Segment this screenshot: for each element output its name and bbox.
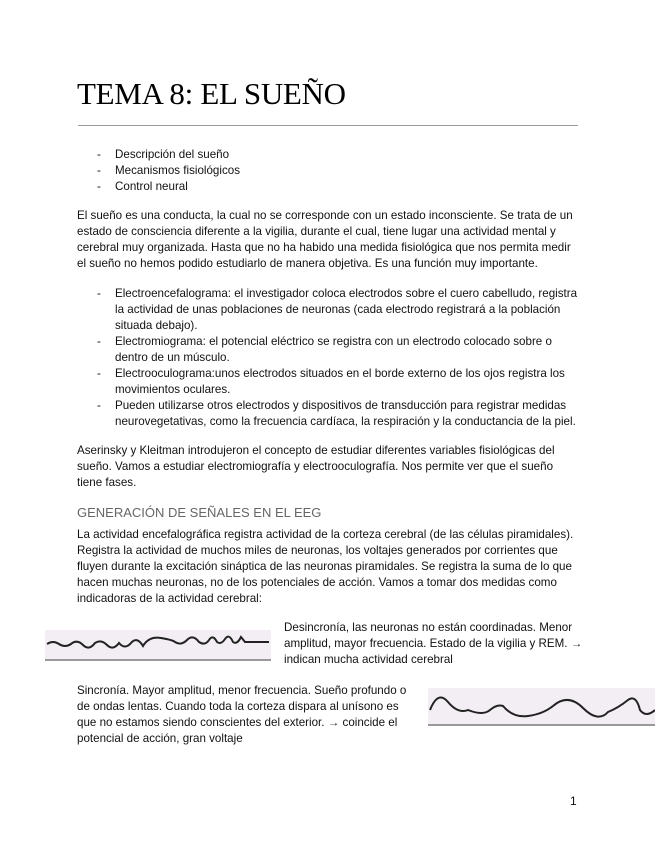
aserinsky-paragraph: Aserinsky y Kleitman introdujeron el concepto de estudiar diferentes variables fisiológicas del sueño. Vamos a estudiar electromiografía y electrooculografía. Nos permite ver que el sueño tiene fases. (77, 444, 555, 489)
synchrony-text: Sincronía. Mayor amplitud, menor frecuencia. Sueño profundo o de ondas lentas. Cuando toda la corteza dispara al unísono es que no estamos siendo conscientes del exterior. → coincide el potencial de acción, gran voltaje (77, 684, 407, 745)
page-number: 1 (570, 794, 577, 808)
list-item: - Electrooculograma:unos electrodos situados en el borde externo de los ojos registra los movimientos oculares. (97, 367, 565, 396)
desynchrony-text: Desincronía, las neuronas no están coordinadas. Menor amplitud, mayor frecuencia. Estado de la vigilia y REM. → indican mucha actividad cerebral (284, 621, 583, 666)
eeg-paragraph: La actividad encefalográfica registra actividad de la corteza cerebral (de las células piramidales). Registra la actividad de muchos miles de neuronas, los voltajes generados por corrientes que fluyen durante la excitación sináptica de las neuronas piramidales. Se registra la suma de lo que hacen muchas neuronas, no de los potenciales de acción. Vamos a tomar dos medidas como indicadoras de la actividad cerebral: (77, 528, 574, 605)
measures-list (97, 286, 579, 430)
section-heading: GENERACIÓN DE SEÑALES EN EL EEG (77, 505, 322, 520)
list-item: - Mecanismos fisiológicos (97, 164, 241, 177)
synchronized-eeg-image (428, 688, 655, 726)
list-item: - Control neural (97, 180, 188, 193)
page-title: TEMA 8: EL SUEÑO (77, 76, 346, 111)
intro-paragraph: El sueño es una conducta, la cual no se corresponde con un estado inconsciente. Se trata de un estado de consciencia diferente a la vigilia, durante el cual, tiene lugar una actividad mental y cerebral muy organizada. Hasta que no ha habido una medida fisiológica que nos permita medir el sueño no hemos podido estudiarlo de manera objetiva. Es una función muy importante. (77, 209, 573, 270)
list-item: - Electromiograma: el potencial eléctrico se registra con un electrodo colocado sobre o dentro de un músculo. (97, 335, 552, 364)
list-item: - Pueden utilizarse otros electrodos y dispositivos de transducción para registrar medidas neurovegetativas, como la frecuencia cardíaca, la respiración y la conductancia de la piel. (97, 399, 576, 428)
outline-list (97, 147, 497, 195)
list-item: - Electroencefalograma: el investigador coloca electrodos sobre el cuero cabelludo, registra la actividad de unas poblaciones de neuronas (cada electrodo registrará a la población situada debajo). (97, 287, 578, 332)
desynchronized-eeg-image (45, 630, 271, 661)
list-item: - Descripción del sueño (97, 148, 230, 161)
title-divider (78, 125, 578, 126)
